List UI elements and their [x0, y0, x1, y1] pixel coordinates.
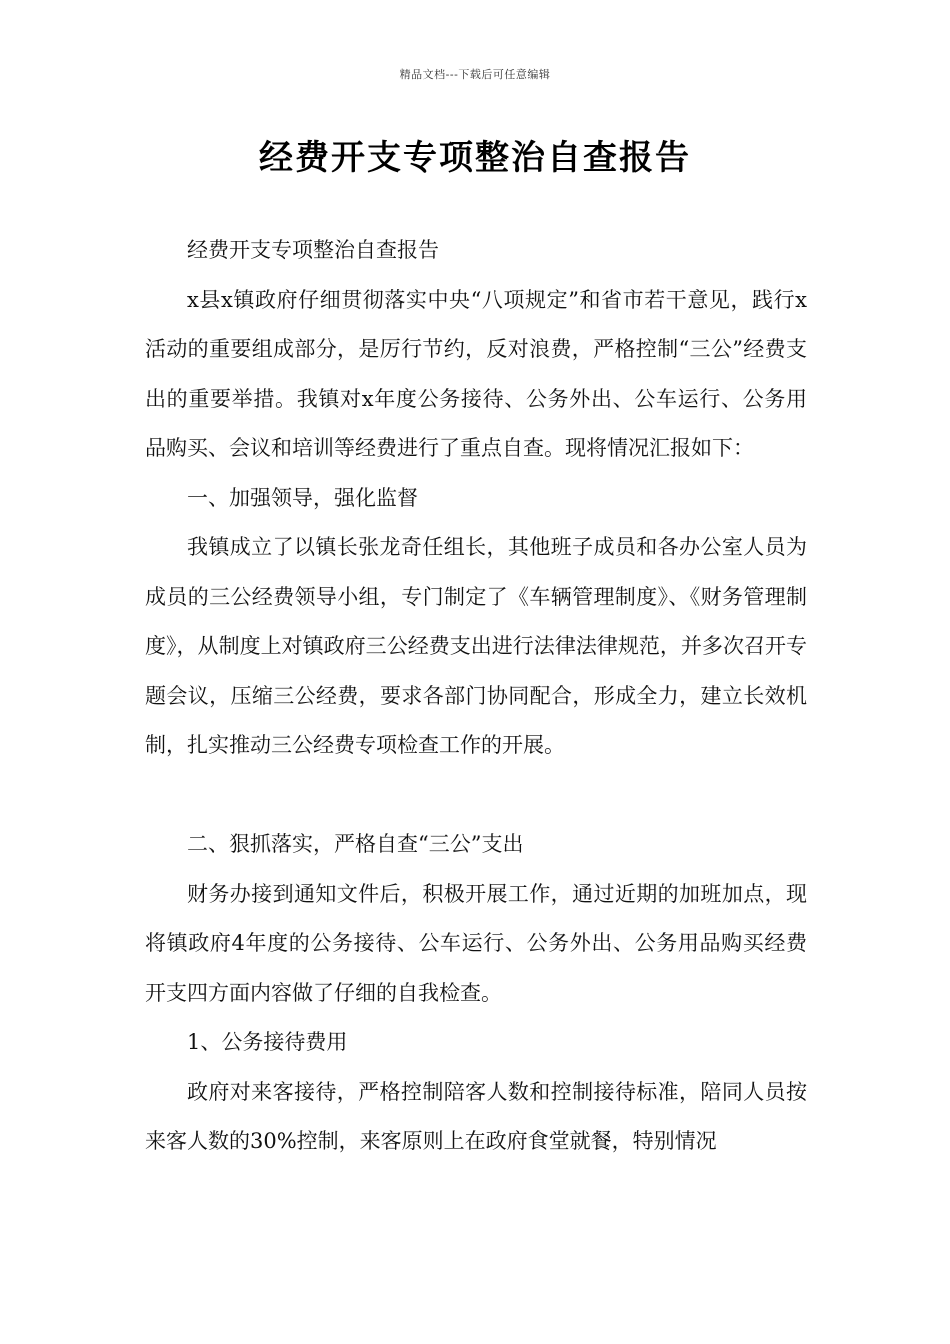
paragraph-subsection-1: 政府对来客接待，严格控制陪客人数和控制接待标准，陪同人员按来客人数的30%控制，来客原则上在政府食堂就餐，特别情况 [145, 1079, 807, 1153]
section-heading-2: 二、狠抓落实，严格自查“三公”支出 [187, 832, 524, 856]
paragraph-intro: x县x镇政府仔细贯彻落实中央“八项规定”和省市若干意见，践行x活动的重要组成部分，是厉行节约，反对浪费，严格控制“三公”经费支出的重要举措。我镇对x年度公务接待、公务外出、公车运行、公务用品购买、会议和培训等经费进行了重点自查。现将情况汇报如下： [145, 287, 807, 460]
section-heading-1: 一、加强领导，强化监督 [187, 485, 418, 510]
subsection-heading-1: 1、公务接待费用 [187, 1030, 348, 1054]
document-title: 经费开支专项整治自查报告 [259, 138, 691, 178]
paragraph-section-1: 我镇成立了以镇长张龙奇任组长，其他班子成员和各办公室人员为成员的三公经费领导小组，专门制定了《车辆管理制度》、《财务管理制度》，从制度上对镇政府三公经费支出进行法律法律规范，并多次召开专题会议，压缩三公经费，要求各部门协同配合，形成全力，建立长效机制，扎实推动三公经费专项检查工作的开展。 [145, 535, 807, 757]
header-note: 精品文档---下载后可任意编辑 [399, 68, 551, 81]
paragraph-section-2: 财务办接到通知文件后，积极开展工作，通过近期的加班加点，现将镇政府4年度的公务接待、公车运行、公务外出、公务用品购买经费开支四方面内容做了仔细的自我检查。 [145, 881, 807, 1005]
paragraph-subtitle: 经费开支专项整治自查报告 [187, 238, 439, 262]
document-body [145, 226, 807, 1167]
